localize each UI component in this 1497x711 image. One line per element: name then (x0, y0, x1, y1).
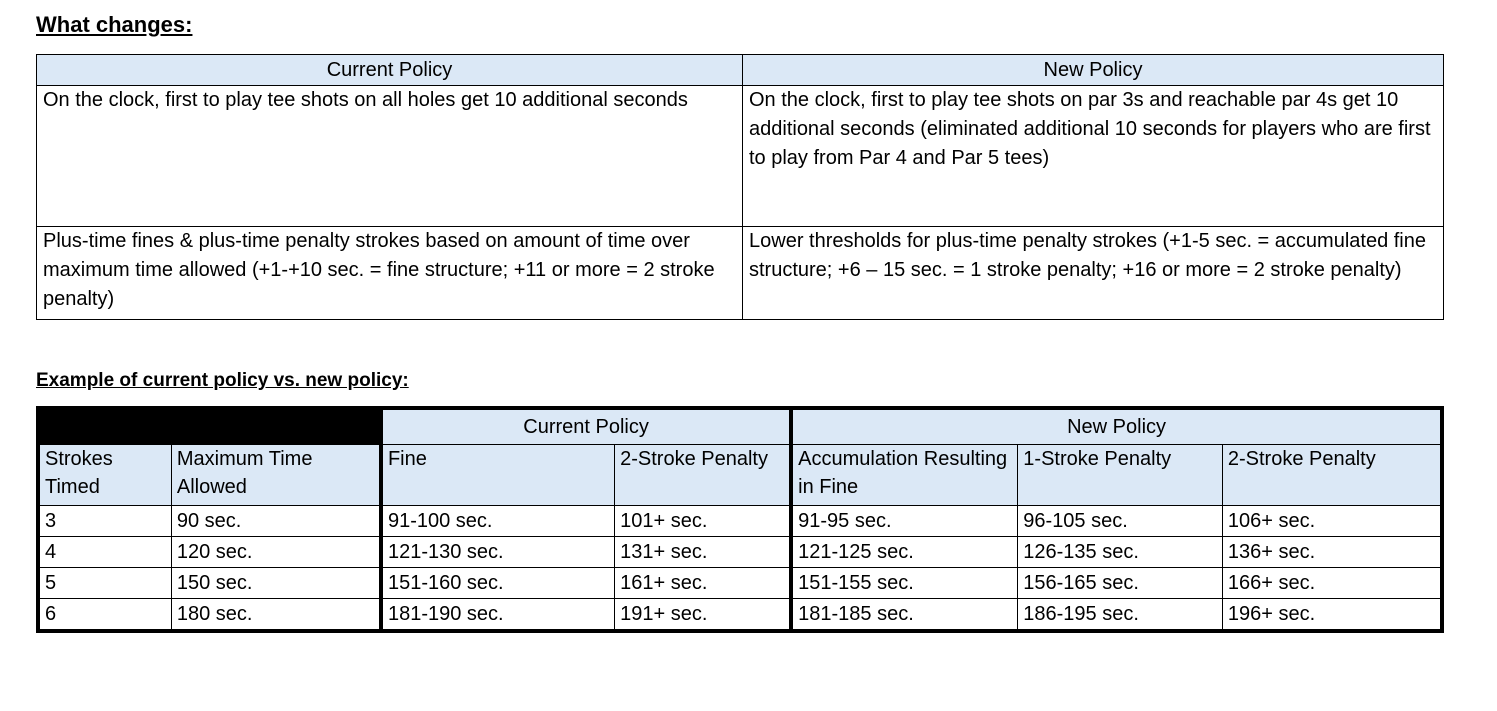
fine-cell: 91-100 sec. (381, 506, 615, 537)
column-header-new-policy: New Policy (743, 55, 1444, 86)
two-stroke-new-cell: 196+ sec. (1222, 599, 1442, 632)
max-time-cell: 180 sec. (171, 599, 381, 632)
subheader-2-stroke-penalty-current: 2-Stroke Penalty (615, 445, 792, 506)
accumulation-cell: 151-155 sec. (791, 568, 1018, 599)
example-heading: Example of current policy vs. new policy: (36, 370, 409, 391)
new-policy-cell: On the clock, first to play tee shots on par 3s and reachable par 4s get 10 additional seconds (eliminated additional 10 seconds for players who are first to play from Par 4 and Par 5 tees) (743, 86, 1444, 227)
blank-black-header (38, 408, 381, 445)
subheader-maximum-time: Maximum Time Allowed (171, 445, 381, 506)
current-policy-cell: Plus-time fines & plus-time penalty strokes based on amount of time over maximum time allowed (+1-+10 sec. = fine structure; +11 or more = 2 stroke penalty) (37, 227, 743, 320)
table-row (38, 568, 1442, 599)
policy-changes-table (36, 54, 1444, 320)
strokes-cell: 4 (38, 537, 171, 568)
one-stroke-cell: 156-165 sec. (1018, 568, 1223, 599)
fine-cell: 181-190 sec. (381, 599, 615, 632)
new-policy-cell: Lower thresholds for plus-time penalty strokes (+1-5 sec. = accumulated fine structure; +6 – 15 sec. = 1 stroke penalty; +16 or more = 2 stroke penalty) (743, 227, 1444, 320)
two-stroke-new-cell: 166+ sec. (1222, 568, 1442, 599)
one-stroke-cell: 186-195 sec. (1018, 599, 1223, 632)
accumulation-cell: 181-185 sec. (791, 599, 1018, 632)
max-time-cell: 90 sec. (171, 506, 381, 537)
accumulation-cell: 121-125 sec. (791, 537, 1018, 568)
two-stroke-current-cell: 161+ sec. (615, 568, 792, 599)
strokes-cell: 6 (38, 599, 171, 632)
accumulation-cell: 91-95 sec. (791, 506, 1018, 537)
subheader-fine: Fine (381, 445, 615, 506)
max-time-cell: 150 sec. (171, 568, 381, 599)
table-row (38, 537, 1442, 568)
subheader-2-stroke-penalty-new: 2-Stroke Penalty (1222, 445, 1442, 506)
one-stroke-cell: 96-105 sec. (1018, 506, 1223, 537)
current-policy-cell: On the clock, first to play tee shots on all holes get 10 additional seconds (37, 86, 743, 227)
subheader-strokes-timed: Strokes Timed (38, 445, 171, 506)
table-row (37, 86, 1444, 227)
fine-cell: 151-160 sec. (381, 568, 615, 599)
two-stroke-current-cell: 131+ sec. (615, 537, 792, 568)
two-stroke-current-cell: 101+ sec. (615, 506, 792, 537)
table-row (38, 506, 1442, 537)
column-header-current-policy: Current Policy (37, 55, 743, 86)
subheader-1-stroke-penalty: 1-Stroke Penalty (1018, 445, 1223, 506)
max-time-cell: 120 sec. (171, 537, 381, 568)
table-row (37, 227, 1444, 320)
two-stroke-current-cell: 191+ sec. (615, 599, 792, 632)
group-header-new-policy: New Policy (791, 408, 1442, 445)
strokes-cell: 5 (38, 568, 171, 599)
one-stroke-cell: 126-135 sec. (1018, 537, 1223, 568)
group-header-current-policy: Current Policy (381, 408, 791, 445)
table-row (38, 599, 1442, 632)
what-changes-heading: What changes: (36, 12, 193, 37)
two-stroke-new-cell: 106+ sec. (1222, 506, 1442, 537)
policy-example-table (36, 406, 1444, 633)
strokes-cell: 3 (38, 506, 171, 537)
two-stroke-new-cell: 136+ sec. (1222, 537, 1442, 568)
fine-cell: 121-130 sec. (381, 537, 615, 568)
subheader-accumulation: Accumulation Resulting in Fine (791, 445, 1018, 506)
